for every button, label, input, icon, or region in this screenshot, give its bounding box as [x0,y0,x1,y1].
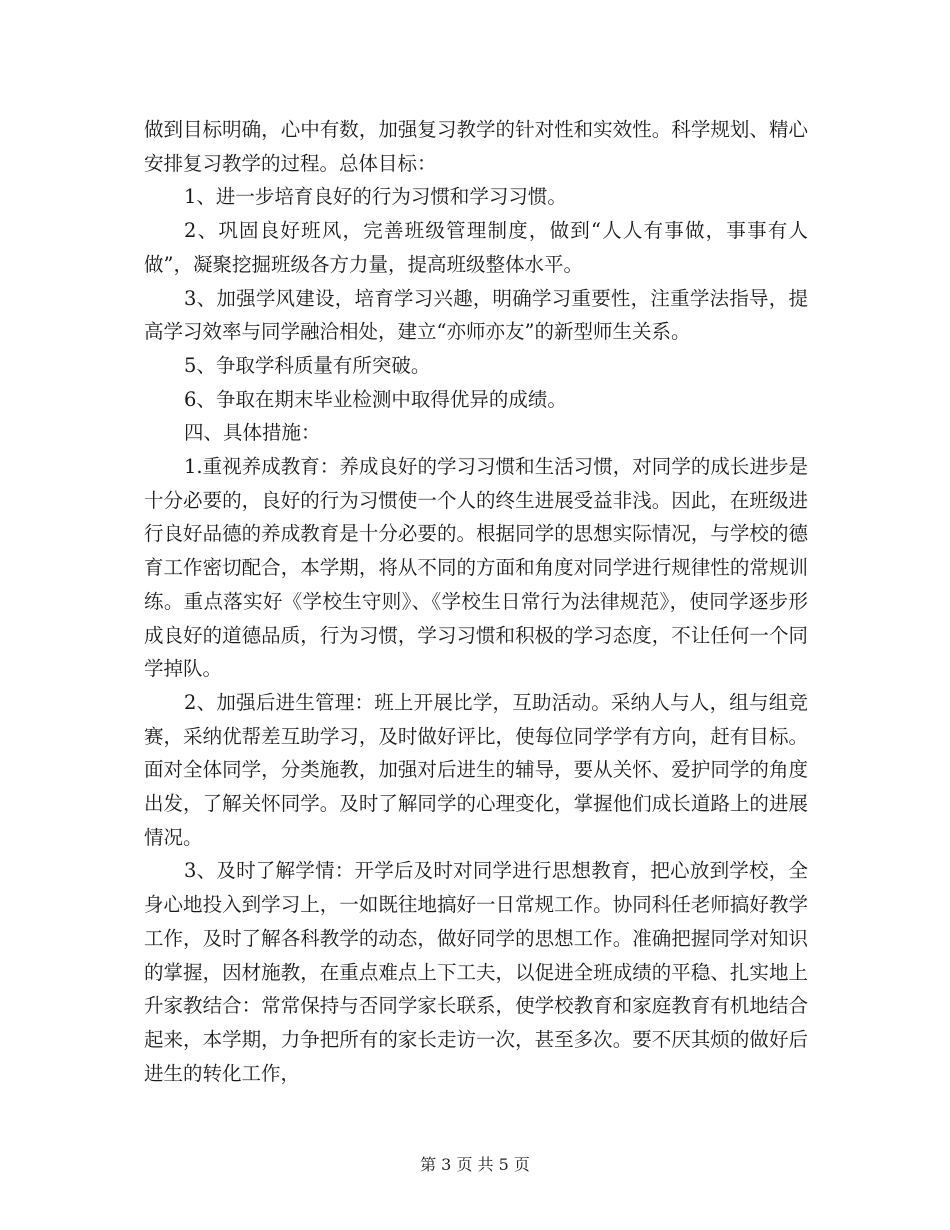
paragraph-goal-3: 3、加强学风建设，培育学习兴趣，明确学习重要性，注重学法指导，提高学习效率与同学融洽相处，建立“亦师亦友”的新型师生关系。 [144,286,808,344]
paragraph-goal-6: 6、争取在期末毕业检测中取得优异的成绩。 [184,387,567,411]
page-number-footer: 第 3 页 共 5 页 [420,1155,530,1174]
paragraph-measure-3: 3、及时了解学情：开学后及时对同学进行思想教育，把心放到学校，全身心地投入到学习上，一如既往地搞好一日常规工作。协同科任老师搞好教学工作，及时了解各科教学的动态，做好同学的思想工作。准确把握同学对知识的掌握，因材施教，在重点难点上下工夫，以促进全班成绩的平稳、扎实地上升家教结合：常常保持与否同学家长联系，使学校教育和家庭教育有机地结合起来，本学期，力争把所有的家长走访一次，甚至多次。要不厌其烦的做好后进生的转化工作， [144,859,808,1085]
paragraph-goal-2: 2、巩固良好班风，完善班级管理制度，做到“人人有事做，事事有人做”，凝聚挖掘班级各方力量，提高班级整体水平。 [144,219,808,276]
paragraph-goal-1: 1、进一步培育良好的行为习惯和学习习惯。 [184,185,567,209]
paragraph-measure-2: 2、加强后进生管理：班上开展比学，互助活动。采纳人与人，组与组竞赛，采纳优帮差互助学习，及时做好评比，使每位同学学有方向，赶有目标。面对全体同学，分类施教，加强对后进生的辅导，要从关怀、爱护同学的角度出发，了解关怀同学。及时了解同学的心理变化，掌握他们成长道路上的进展情况。 [144,690,808,849]
section-heading-measures: 四、具体措施： [184,421,321,445]
paragraph-intro: 做到目标明确，心中有数，加强复习教学的针对性和实效性。科学规划、精心安排复习教学的过程。总体目标： [144,118,808,175]
paragraph-measure-1: 1.重视养成教育：养成良好的学习习惯和生活习惯，对同学的成长进步是十分必要的，良好的行为习惯使一个人的终生进展受益非浅。因此，在班级进行良好品德的养成教育是十分必要的。根据同学的思想实际情况，与学校的德育工作密切配合，本学期，将从不同的方面和角度对同学进行规律性的常规训练。重点落实好《学校生守则》、《学校生日常行为法律规范》，使同学逐步形成良好的道德品质，行为习惯，学习习惯和积极的学习态度，不让任何一个同学掉队。 [144,455,808,681]
paragraph-goal-5: 5、争取学科质量有所突破。 [184,353,431,377]
body-text [144,113,808,1090]
